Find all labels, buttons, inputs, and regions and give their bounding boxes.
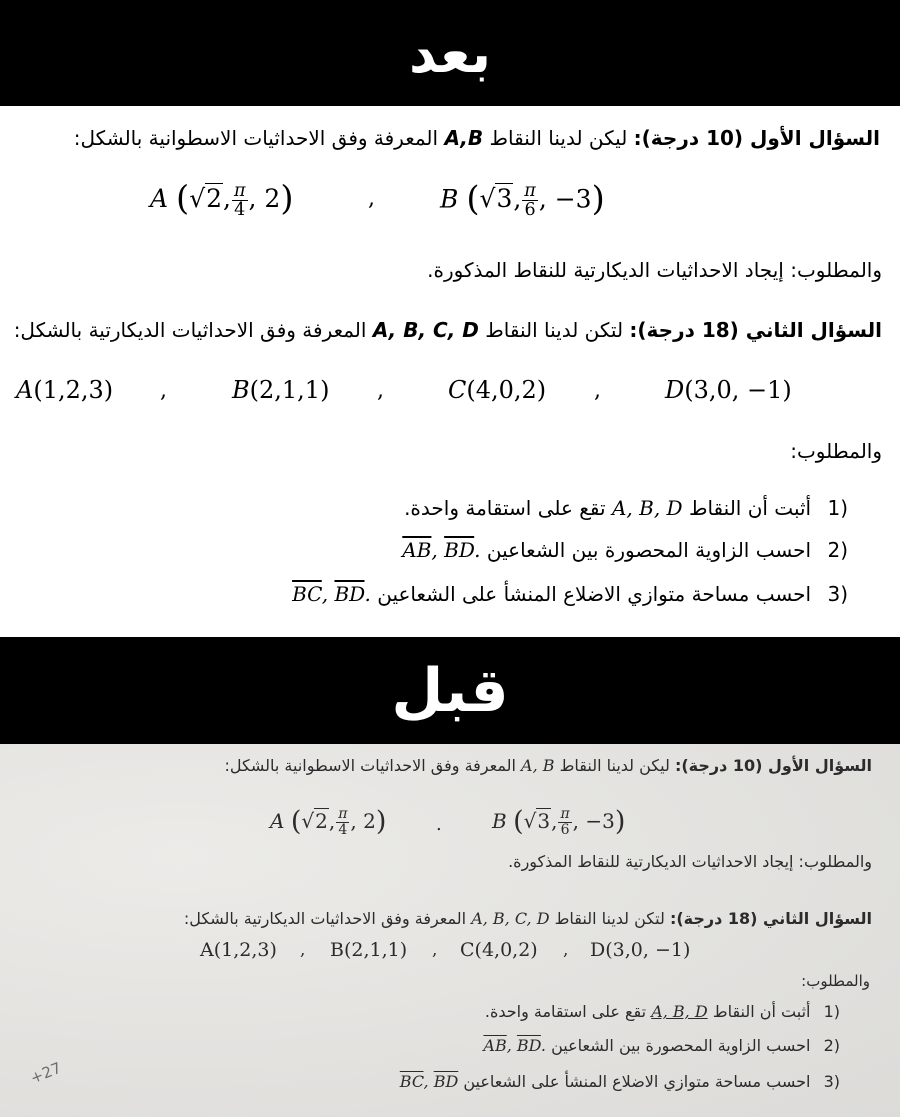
question-2-line: السؤال الثاني (18 درجة): لتكن لدينا النقاط A, B, C, D المعرفة وفق الاحداثيات الديكارتية بالشكل:: [13, 318, 882, 342]
requirement-2: والمطلوب:: [801, 972, 870, 990]
list-item: 2) احسب الزاوية المحصورة بين الشعاعين $\overline{AB}$, $\overline{BD}$.: [483, 1036, 840, 1055]
points-separator: ,: [432, 940, 438, 960]
after-document: [0, 106, 900, 637]
question-1-line: السؤال الأول (10 درجة): ليكن لدينا النقاط A,B المعرفة وفق الاحداثيات الاسطوانية بالشكل:: [73, 126, 880, 150]
before-label: قبل: [391, 655, 509, 726]
point-d-coords: D(3,0, −1): [590, 939, 691, 961]
question-1-vars: A,B: [444, 126, 484, 150]
point-b-coords: B(2,1,1): [330, 939, 408, 961]
point-a-coords: A(1,2,3): [16, 376, 114, 404]
points-separator: ,: [160, 378, 167, 403]
point-a-coords: A(1,2,3): [200, 939, 277, 961]
points-separator: ,: [563, 940, 569, 960]
point-c-coords: C(4,0,2): [448, 376, 547, 404]
before-document-photo: [0, 744, 900, 1117]
point-a-expression: A (√2, $\frac{\pi}{4}$ , 2): [150, 179, 294, 221]
point-d-coords: D(3,0, −1): [665, 376, 792, 404]
question-1-line: السؤال الأول (10 درجة): ليكن لدينا النقاط A, B المعرفة وفق الاحداثيات الاسطوانية بالشكل:: [224, 756, 872, 775]
after-label-band: [0, 0, 900, 106]
point-b-expression: B (√3, $\frac{\pi}{6}$ , −3): [492, 806, 626, 838]
list-item: 3) احسب مساحة متوازي الاضلاع المنشأ على الشعاعين $\overline{BC}$, $\overline{BD}$: [399, 1072, 840, 1091]
point-a-expression: A (√2, $\frac{\pi}{4}$ , 2): [270, 806, 387, 838]
pencil-annotation: +27: [27, 1058, 64, 1088]
point-b-coords: B(2,1,1): [232, 376, 330, 404]
question-2-title: السؤال الثاني (18 درجة):: [629, 318, 882, 342]
list-item: 1) أثبت أن النقاط A, B, D تقع على استقامة واحدة.: [404, 496, 848, 520]
point-c-coords: C(4,0,2): [460, 939, 538, 961]
points-separator: ,: [368, 186, 375, 211]
requirement-1: والمطلوب: إيجاد الاحداثيات الديكارتية للنقاط المذكورة.: [508, 852, 872, 871]
after-label: بعد: [409, 21, 491, 85]
question-1-title: السؤال الأول (10 درجة):: [633, 126, 880, 150]
requirement-2: والمطلوب:: [790, 439, 882, 463]
points-separator: .: [436, 814, 442, 835]
before-label-band: [0, 637, 900, 744]
question-2-line: السؤال الثاني (18 درجة): لتكن لدينا النقاط A, B, C, D المعرفة وفق الاحداثيات الديكارتية بالشكل:: [183, 909, 872, 928]
point-b-expression: B (√3, $\frac{\pi}{6}$ , −3): [440, 179, 605, 221]
question-2-vars: A, B, C, D: [372, 318, 479, 342]
list-item: 1) أثبت أن النقاط A, B, D تقع على استقامة واحدة.: [484, 1002, 840, 1021]
list-item: 2) احسب الزاوية المحصورة بين الشعاعين $\overline{AB}$, $\overline{BD}$.: [402, 538, 848, 562]
points-separator: ,: [594, 378, 601, 403]
list-item: 3) احسب مساحة متوازي الاضلاع المنشأ على الشعاعين $\overline{BC}$, $\overline{BD}$.: [292, 582, 848, 606]
requirement-1: والمطلوب: إيجاد الاحداثيات الديكارتية للنقاط المذكورة.: [427, 258, 882, 282]
question-1-points: [150, 179, 293, 220]
points-separator: ,: [377, 378, 384, 403]
points-separator: ,: [300, 940, 306, 960]
